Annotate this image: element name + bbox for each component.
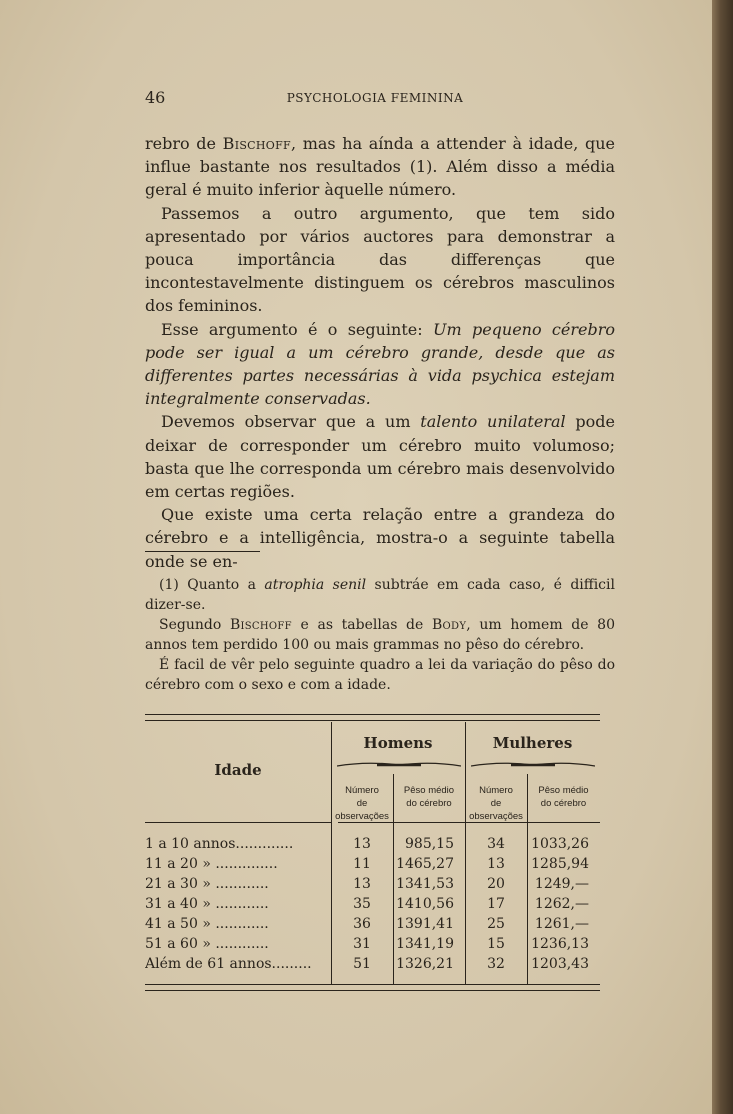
table-row: 31 a 40 » ............ 35 1410,56 17 1262,—: [145, 896, 589, 912]
women-header: Mulheres: [492, 734, 573, 752]
header-rule: [145, 822, 331, 823]
table-row: 21 a 30 » ............ 13 1341,53 20 1249,—: [145, 876, 589, 892]
col-weight-men: Pêso médio do cérebro: [403, 785, 455, 809]
paragraph-5: Que existe uma certa relação entre a grandeza do cérebro e a intelligência, mostra-o a seguinte tabella onde se en-: [145, 505, 615, 571]
ornament-swash: [337, 760, 461, 770]
footnote-1: (1) Quanto a atrophia senil subtráe em cada caso, é difficil dizer-se.: [145, 577, 615, 613]
table-row: 41 a 50 » ............ 36 1391,41 25 1261,—: [145, 916, 589, 932]
paragraph-2: Passemos a outro argumento, que tem sido apresentado por vários auctores para demonstrar a pouca importância das differenças que incontestavelmente distinguem os cérebros masculinos dos femininos.: [145, 203, 615, 316]
page-number: 46: [145, 88, 166, 107]
italic-quote: Um pequeno cérebro pode ser igual a um cérebro grande, desde que as differentes partes necessárias à vida psychica estejam integralmente conservadas.: [145, 319, 616, 409]
running-title: PSYCHOLOGIA FEMININA: [286, 91, 464, 105]
table-row: Além de 61 annos......... 51 1326,21 32 1203,43: [145, 956, 589, 972]
paragraph-4: Devemos observar que a um talento unilateral pode deixar de corresponder um cérebro muito volumoso; basta que lhe corresponda um cérebro mais desenvolvido em certas regiões.: [145, 412, 615, 502]
author-name: Bischoff: [222, 134, 291, 153]
page-edge: [712, 0, 733, 1114]
table-row: 1 a 10 annos............. 13 985,15 34 1033,26: [145, 836, 589, 852]
footnote-rule: [145, 551, 260, 552]
running-head: [145, 88, 605, 108]
brain-weight-table: [145, 714, 600, 994]
col-count-men: Número de observações: [335, 785, 389, 822]
col-weight-women: Pêso médio do cérebro: [538, 785, 589, 809]
italic-term: talento unilateral: [420, 412, 566, 432]
footnote-3: É facil de vêr pelo seguinte quadro a lei da variação do pêso do cérebro com o sexo e com a idade.: [145, 657, 615, 693]
table-bottom-rule: [145, 984, 600, 991]
paragraph-1: rebro de Bischoff, mas ha aínda a attender à idade, que influe bastante nos resultados (1). Além disso a média geral é muito inferior àquelle número.: [145, 134, 615, 200]
age-header: Idade: [214, 761, 262, 779]
table-row: 11 a 20 » .............. 11 1465,27 13 1285,94: [145, 856, 589, 872]
footnotes: [145, 575, 615, 695]
col-count-women: Número de observações: [469, 785, 523, 822]
table-top-rule: [145, 714, 600, 721]
footnote-2: Segundo Bischoff e as tabellas de Body, um homem de 80 annos tem perdido 100 ou mais grammas no pêso do cérebro.: [145, 617, 615, 653]
body-text: [145, 132, 615, 573]
paragraph-3: Esse argumento é o seguinte: Um pequeno cérebro pode ser igual a um cérebro grande, desde que as differentes partes necessárias à vida psychica estejam integralmente conservadas.: [145, 319, 616, 409]
table-row: 51 a 60 » ............ 31 1341,19 15 1236,13: [145, 936, 589, 952]
ornament-swash: [471, 760, 595, 770]
men-header: Homens: [363, 734, 433, 752]
header-rule: [338, 822, 600, 823]
